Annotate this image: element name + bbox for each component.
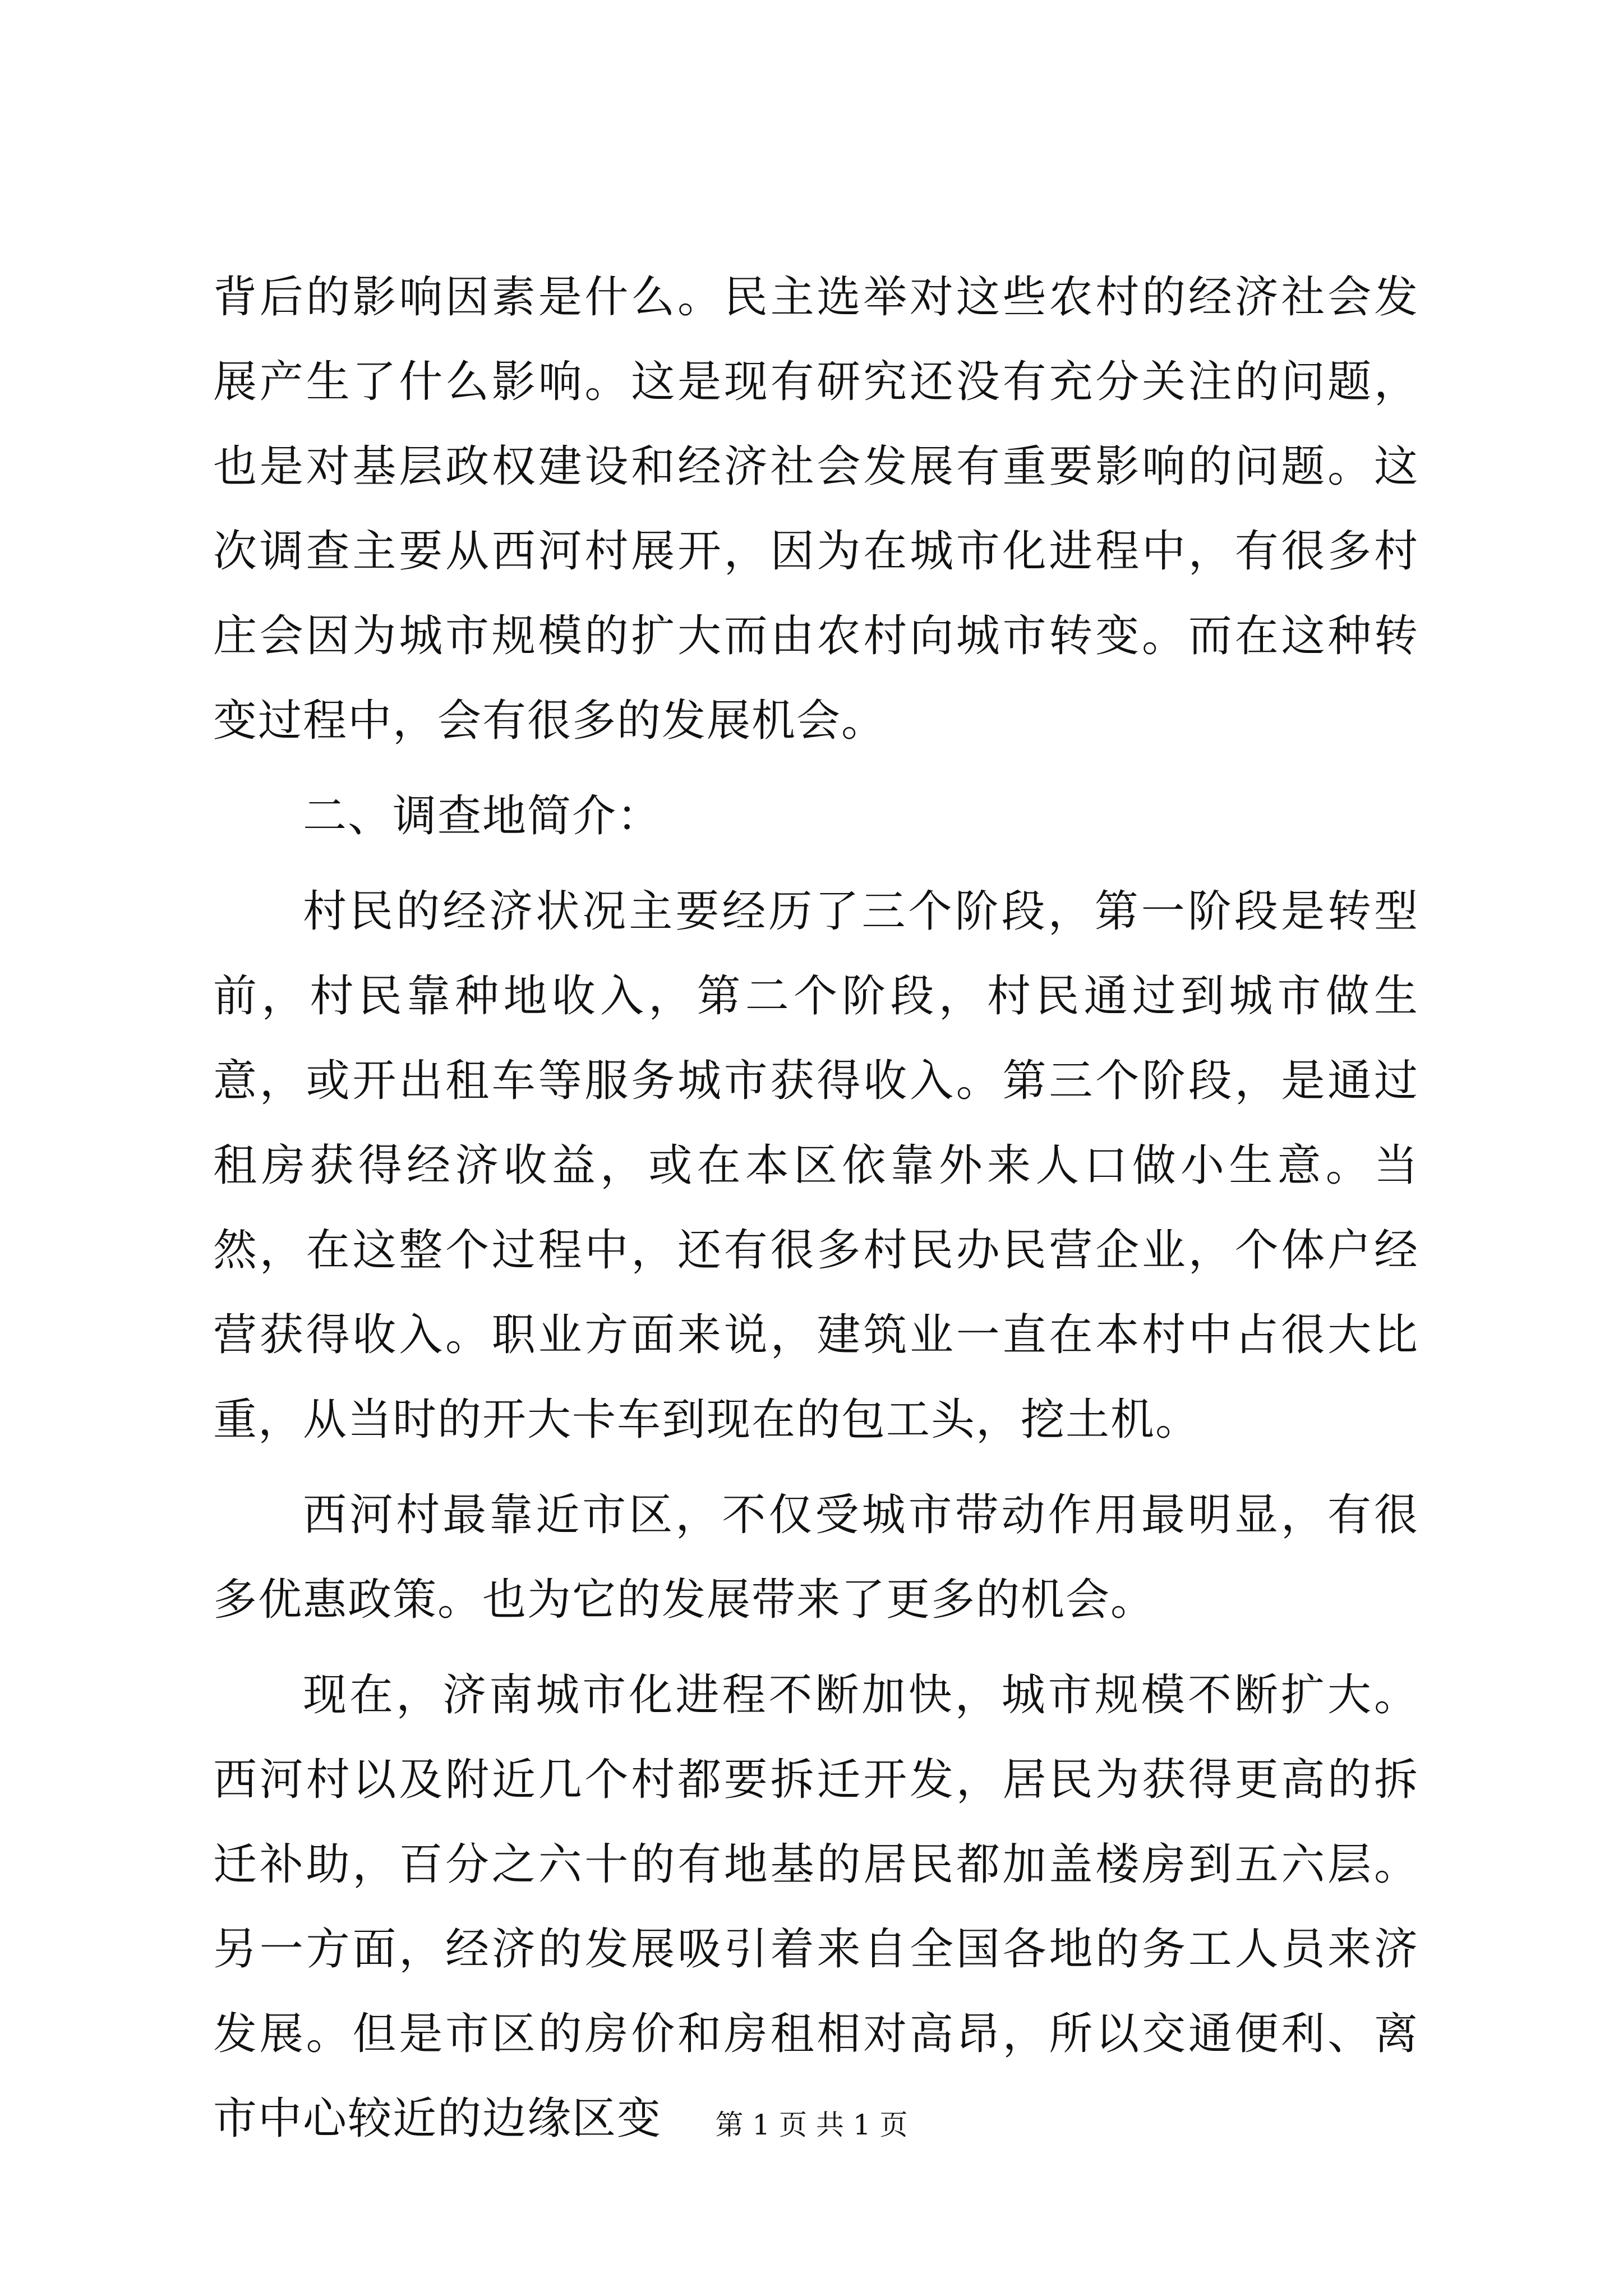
paragraph-2: 村民的经济状况主要经历了三个阶段，第一阶段是转型前，村民靠种地收入，第二个阶段，村民通过到城市做生意，或开出租车等服务城市获得收入。第三个阶段，是通过租房获得经济收益，或在本区依靠外来人口做小生意。当然，在这整个过程中，还有很多村民办民营企业，个体户经营获得收入。职业方面来说，建筑业一直在本村中占很大比重，从当时的开大卡车到现在的包工头，挖土机。 [213, 886, 1419, 1445]
paragraph-1: 背后的影响因素是什么。民主选举对这些农村的经济社会发展产生了什么影响。这是现有研究还没有充分关注的问题，也是对基层政权建设和经济社会发展有重要影响的问题。这次调查主要从西河村展开，因为在城市化进程中，有很多村庄会因为城市规模的扩大而由农村向城市转变。而在这种转变过程中，会有很多的发展机会。 [213, 272, 1419, 746]
paragraph-4: 现在，济南城市化进程不断加快，城市规模不断扩大。西河村以及附近几个村都要拆迁开发，居民为获得更高的拆迁补助，百分之六十的有地基的居民都加盖楼房到五六层。另一方面，经济的发展吸引着来自全国各地的务工人员来济发展。但是市区的房价和房租相对高昂，所以交通便利、离市中心较近的边缘区变 [213, 1670, 1419, 2144]
document-body [213, 255, 1419, 2172]
page-footer: 第 1 页 共 1 页 [715, 2109, 908, 2141]
section-heading: 二、调查地简介： [303, 791, 662, 841]
paragraph-3: 西河村最靠近市区，不仅受城市带动作用最明显，有很多优惠政策。也为它的发展带来了更多的机会。 [213, 1490, 1419, 1625]
